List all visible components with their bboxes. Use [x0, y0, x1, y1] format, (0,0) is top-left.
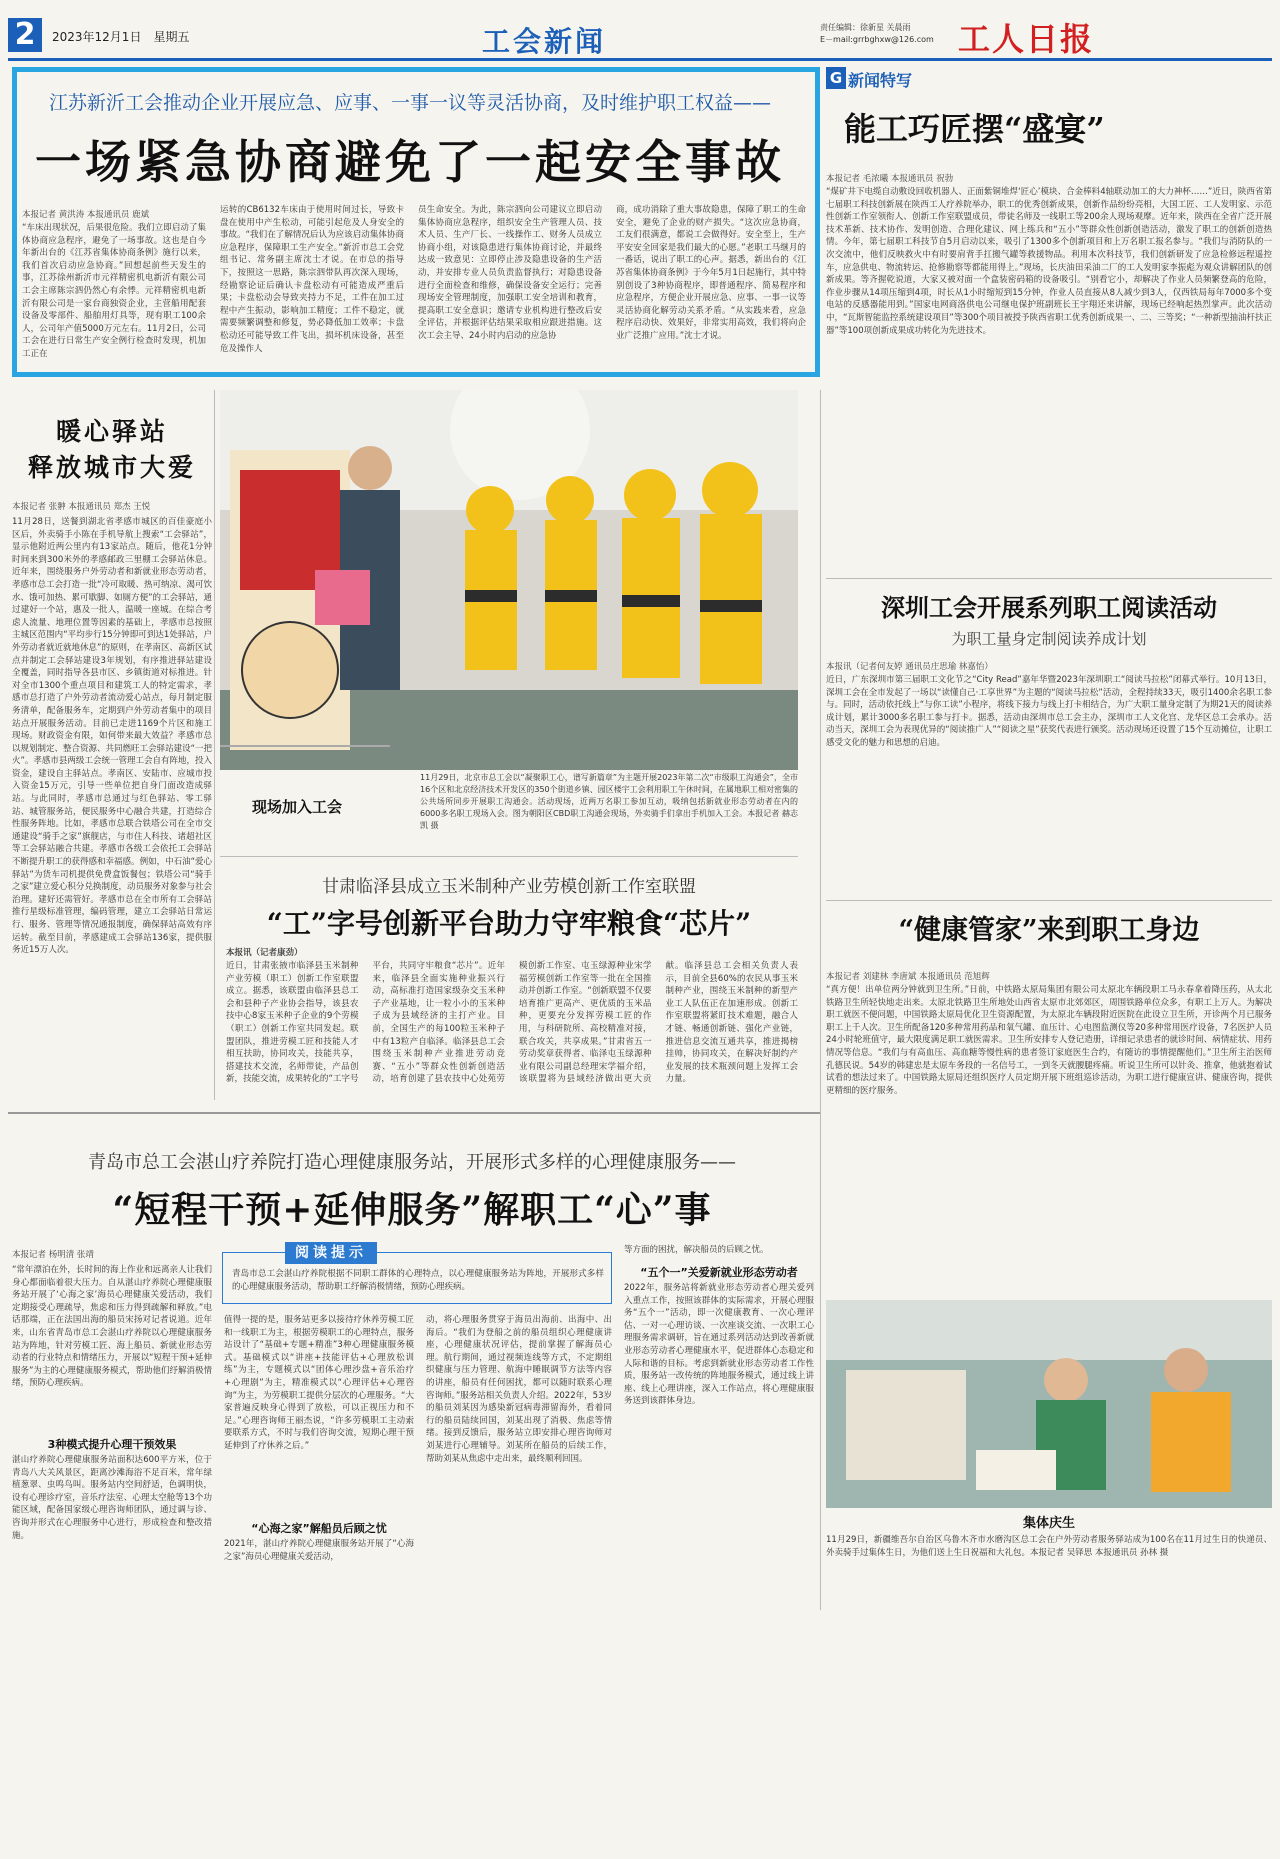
left-headline-line-2: 释放城市大爱 — [27, 453, 196, 482]
feature-tag-letter: G — [826, 67, 846, 89]
bottom-subhead-2: “心海之家”解船员后顾之忧 — [251, 1522, 387, 1535]
bottom-subhead-3: “五个一”关爱新就业形态劳动者 — [640, 1266, 798, 1279]
header-divider — [8, 58, 1272, 61]
bottom-col-1b: 湛山疗养院心理健康服务站面积达600平方米，位于青岛八大关风景区，距离沙滩海浴不足百米，常年绿植葱翠、虫鸣鸟叫。服务站内空间舒适，色调明快，设有心理诊疗室，音乐疗法室、心理太空舱等13个功能区域，配备国家级心理咨询师团队，通过调与诊、咨询并形式在心理服务中心进行，形成检查和整改措施。 — [12, 1455, 212, 1541]
bottom-byline: 本报记者 杨明清 张靖 — [12, 1250, 94, 1260]
middle-body: 近日，甘肃张掖市临泽县玉米制种产业劳模（职工）创新工作室联盟成立。据悉，该联盟由临泽县总工会和县种子产业协会指导，该县农技中心8家玉米种子企业的9个劳模（职工）创新工作室共同发起。联盟团队，推进劳模工匠和技能人才相互扶助，协同攻关，技能共享，搭建技术交流，名师带徒，产品创新，技能交流，成果转化的“工字号平台，共同守牢粮食“芯片”。近年来，临泽县全面实施种业振兴行动，高标准打造国家级杂交玉米种子产业基地，让一粒小小的玉米种子成为县域经济的主打产业。目前，全国生产的每100粒玉米种子中有13粒产自临泽。临泽县总工会围绕玉米制种产业推进劳动竞赛、“五小”等群众性创新创造活动，培育创建了县农技中心处苑劳模创新工作室、屯玉绿源种业宋学福劳模创新工作室等一批在全国推动并创新工作室。“创新联盟不仅要培育推广更高产、更优质的玉米品种，更要充分发挥劳模工匠的作用，与科研院所、高校精准对接，联合攻关，共享成果。”甘肃省五一劳动奖章获得者、临泽屯玉绿源种业有限公司副总经理宋学福介绍，该联盟将为县域经济做出更大贡献。临泽县总工会相关负责人表示，目前全县60%的农民从事玉米制种产业，围绕玉米制种的新型产业工人队伍正在加速形成。创新工作室联盟将紧盯技术难题，融合人才链、畅通创新链、强化产业链，推进信息交流互通共享，推进揭榜挂帅，协同攻关，在解决好制约产业发展的技术瓶颈问题上发挥工会力量。 — [226, 961, 798, 1085]
a3-body: “真方便！出单位两分钟就到卫生所。”日前，中铁路太原局集团有限公司太原北车辆段职工马永春拿着降压药，从太北铁路卫生所轻快地走出来。太原北铁路卫生所地处山西省太原市北郊郊区，周围铁路单位众多，有职工上万人。为解决职工就医不便问题，中国铁路太原局优化卫生资源配置，为太原北车辆段附近医院在此设立卫生所，开诊两个月已服务职工上千人次。卫生所配备120多种常用药品和氧气罐、血压计、心电图监测仪等20多种常用医疗设备，7名医护人员24小时轮班值守，最大限度满足职工就医需求。卫生所安排专人登记造册，详细记录患者的就诊时间、病情症状、用药情况等信息。“我们与有高血压、高血糖等慢性病的患者签订家庭医生合约，有随访的事情提醒他们。”卫生所主治医师孔德民说。54岁的韩建忠是太原车务段的一名信号工，一到冬天就腰腿疼痛。听说卫生所可以针灸、推拿，他就抱着试试看的想法过来了。中国铁路太原局还组织医疗人员定期开展下班组巡诊活动，为职工进行健康宣讲、健康咨询，提供更精细的医疗服务。 — [826, 985, 1272, 1096]
right-column-divider — [820, 390, 821, 1610]
photo-divider — [220, 856, 798, 857]
birthday-photo-caption: 11月29日，新疆维吾尔自治区乌鲁木齐市水磨沟区总工会在户外劳动者服务驿站成为100名在11月过生日的快递员、外卖骑手过集体生日，为他们送上生日祝福和大礼包。本报记者 吴铎思 本报通讯员 孙林 摄 — [826, 1535, 1272, 1558]
middle-kicker: 甘肃临泽县成立玉米制种产业劳模创新工作室联盟 — [322, 877, 696, 897]
main-photo — [220, 390, 798, 770]
a2-subheadline: 为职工量身定制阅读养成计划 — [951, 630, 1147, 648]
a2-byline: 本报讯（记者何友婷 通讯员庄思瑜 林嘉怡） — [826, 662, 993, 672]
top-story-col-3: 员生命安全。为此，陈宗泗向公司建议立即启动集体协商应急程序，组织安全生产管理人员、技术人员、生产厂长、一线操作工、财务人员成立协商小组，对该隐患进行集体协商讨论，并最终达成一致意见：立即停止涉及隐患设备的生产活动，并安排专业人员负责监督执行；对隐患设备进行全面检查和维修，确保设备安全运行；完善现场安全管理制度，加强职工安全培训和教育，提高职工安全意识；邀请专业机构进行整改后安全评估，并根据评估结果采取相应跟进措施。这次工会主导、24小时内启动的应急协 — [418, 205, 602, 341]
bottom-headline: “短程干预+延伸服务”解职工“心”事 — [112, 1189, 712, 1231]
bottom-kicker: 青岛市总工会湛山疗养院打造心理健康服务站，开展形式多样的心理健康服务—— — [88, 1152, 736, 1173]
a3-headline: “健康管家”来到职工身边 — [898, 915, 1200, 946]
birthday-photo — [826, 1300, 1272, 1508]
a2-body: 近日，广东深圳市第三届职工文化节之“City Read”嘉年华暨2023年深圳职工“阅读马拉松”闭幕式举行。10月13日，深圳工会在全市发起了一场以“读懂自己·工享世界”为主题的“阅读马拉松”活动，全程持续33天，吸引1400余名职工参与。同时，活动依托线上“与你工读”小程序，将线下接力与线上打卡相结合，为广大职工量身定制了为期21天的阅读养成计划，累计3000多名职工参与打卡。据悉，活动由深圳市总工会主办，深圳市工人文化宫、龙华区总工会承办。活动当天，深圳工会为表现优异的“阅读推广人”“阅读之星”获奖代表进行颁奖。活动现场还设置了15个互动摊位，让职工感受文化的魅力和思想的启迪。 — [826, 675, 1272, 748]
bottom-col-1: “常年漂泊在外，长时间的海上作业和远离亲人让我们身心都面临着很大压力。自从湛山疗养院心理健康服务站开展了‘心海之家’海员心理健康关爱活动，我们定期接受心理疏导，焦虑和压力得到疏解和释放。”电话那端，正在法国出海的船员宋扬对记者说道。近年来，山东省青岛市总工会湛山疗养院以心理健康服务站为阵地，针对劳模工匠、海上船员、新就业形态劳动者的行业特点和情绪压力，开展以“短程干预+延伸服务”为主的心理健康服务模式，帮助他们纾解消极情绪，预防心理疾病。 — [12, 1265, 212, 1389]
top-story-col-1: “车床出现状况，后果很危险。我们立即启动了集体协商应急程序，避免了一场事故。这也是自今年新出台的《江苏省集体协商条例》施行以来，我们首次启动应急协商。”回想起前些天发生的事，江苏徐州新沂市元祥精密机电新沂有限公司工会主席陈宗泗仍然心有余悸。元祥精密机电新沂有限公司是一家台商独资企业，主营船用配套设备及零部件、船舶用灯具等，现有职工100余人，公司年产值5000万元左右。11月2日，公司工会在进行日常生产安全例行检查时发现，机加工正在 — [22, 223, 206, 359]
left-body: 11月28日，送餐到湖北省孝感市城区的百佳豪庭小区后，外卖骑手小陈在手机导航上搜索“工会驿站”，显示他附近两公里内有13家站点。随后，他花1分钟时间来到300米外的孝感邮政三里棚工会驿站休息。近年来，围绕服务户外劳动者和新就业形态劳动者，孝感市总工会打造一批“冷可取暖、热可纳凉、渴可饮水、饿可加热、累可歇脚、如厕方便”的工会驿站，通过建好一个站，惠及一批人，温暖一座城。在综合考虑人流量、地理位置等因素的基础上，孝感市总按照主城区范围内“平均步行15分钟即可到达1处驿站，户外劳动者就近就地休息”的原则，在孝南区、高新区试点并制定工会驿站建设3年规划，有序推进驿站建设全覆盖，同时指导各县市区、乡镇街道对标推进。针对全市1300个重点项目和建筑工人的特定需求，孝感市总打造了户外劳动者流动爱心站点，每月制定服务清单，配备服务车，定期到户外劳动者集中的项目站点开展服务活动。目前已走进1169个片区和施工现场。财政资金有限，如何带来最大效益？孝感市总以规划制定、整合资源、共同燃旺工会驿站建设“一把火”。孝感市县两级工会统一管理工会自有阵地，投入资金，建设自主驿站点。孝南区、安陆市、应城市投入资金15万元，引导一些单位把自身门面改造成驿站。与此同时，孝感市总通过与红色驿站、零工驿站、城管服务站，便民服务中心融合共建，打造综合性服务阵地。比如，孝感市总联合铁塔公司在全市交通建设“骑手之家”旗舰店，与市住人科技、诸超社区等工会驿站融合共建。孝感市各级工会依托工会驿站不断提升职工的获得感和幸福感。例如，中石油“爱心驿站”为货车司机提供免费盒饭餐包；铁塔公司“骑手之家”建立爱心积分兑换制度，动员服务对象参与社会治理。建好还需管好。孝感市总在全市所有工会驿站推行星级标准管理，编码管理，建立工会驿站日常运行、服务、管理等情况通报制度，确保驿站高效有序运转。截至目前，孝感建成工会驿站136家，提供服务近15万人次。 — [12, 517, 212, 956]
page-number: 2 — [8, 18, 42, 52]
birthday-photo-illustration — [826, 1300, 1272, 1508]
birthday-photo-title: 集体庆生 — [1022, 1516, 1075, 1531]
left-column-divider — [214, 390, 215, 1100]
a1-body: “煤矿井下电缆自动敷设回收机器人、正面紫铜堆焊‘匠心’模块、合金棒料4轴联动加工的大力神杯……”近日，陕西省第七届职工科技创新展在陕西工人疗养院举办，职工的优秀创新成果，创新作品纷纷亮相，大国工匠、工人发明家、示范性创新工作室领衔人、创新工作室联盟成员，带徒名师及一线职工等200余人现场观摩。近年来，陕西在全省广泛开展技术革新、技术协作、发明创造、合理化建议、网上练兵和“五小”等群众性创新创造活动，激发了职工的创新创造热情。今年，第七届职工科技节自5月启动以来，吸引了1300多个创新项目和上万名职工报名参与。“我们与消防队的一次交流中，他们反映救火中有时要肩背手扛搬气罐等救援物品。利用本次科技节，我们创新研发了应急检修远程遥控车，应急供电、物流转运、抢修勘察等都能用得上。”现场，长庆油田采油二厂的工人发明家李振彪为观众讲解团队的创新成果。等齐握乾说道，大家又被对面一个盒装密码箱的设备吸引。“别看它小，却解决了作业人员频繁登高的危险，作业步骤从14项压缩到4项，时长从1小时缩短到15分钟，作业人员直接从8人减少到3人，仅西铁局每年7000多个变电站的反感器能用到。”国家电网商洛供电公司继电保护班副班长王宇翔还来讲解，现场已经响起热烈掌声。此次活动中，“瓦斯智能监控系统建设项目”等300个项目被授予陕西省职工优秀创新成果一、二、三等奖；“一种新型抽油杆扶正器”等100项创新成果成功转化为先进技术。 — [826, 187, 1272, 336]
a2-headline: 深圳工会开展系列职工阅读活动 — [881, 593, 1217, 622]
editor-credits — [820, 22, 934, 46]
issue-date: 2023年12月1日 星期五 — [52, 30, 190, 44]
main-photo-caption: 11月29日，北京市总工会以“凝聚职工心，谱写新篇章”为主题开展2023年第二次“市级职工沟通会”，全市16个区和北京经济技术开发区的350个街道乡镇、园区楼宇工会利用职工午休时间，在属地职工相对密集的公共场所同步开展职工沟通会。活动现场，近两万名职工参加互动，吸纳包括新就业形态劳动者在内的6000多名职工现场入会。图为朝阳区CBD职工沟通会现场，外卖骑手们拿出手机加入工会。本报记者 赫志凯 摄 — [420, 773, 798, 830]
a2-divider — [826, 900, 1272, 901]
bottom-col-2b: 2021年，湛山疗养院心理健康服务站开展了“心海之家”海员心理健康关爱活动， — [224, 1539, 414, 1562]
bottom-col-4b: 2022年，服务站将新就业形态劳动者心理关爱列入重点工作，按照该群体的实际需求，开展心理服务“五个一”活动，即一次健康教育、一次心理评估、一对一心理访谈、一次座谈交流、一次职工心理服务需求调研，旨在通过系列活动达到改善新就业形态劳动者心理健康水平，促进群体心态稳定和人际和谐的目标。考虑到新就业形态劳动者工作性质，服务站一改传统的阵地服务模式，通过线上讲座、线上心理讲座，深入工作站点，将心理健康服务送到该群体身边。 — [624, 1283, 814, 1407]
main-photo-illustration — [220, 390, 798, 770]
a3-byline: 本报记者 刘建林 李唐斌 本报通讯员 范旭辉 — [826, 972, 990, 982]
section-title: 工会新闻 — [482, 25, 607, 58]
reading-tip-text: 青岛市总工会湛山疗养院根据不同职工群体的心理特点，以心理健康服务站为阵地，开展形式多样的心理健康服务活动，帮助职工纾解消极情绪，预防心理疾病。 — [232, 1269, 604, 1292]
bottom-col-3: 动，将心理服务贯穿于海员出海前、出海中、出海后。“我们为登船之前的船员组织心理健康讲座，心理健康状况评估，提前掌握了解海员心理。航行期间，通过视频连线等方式，不定期组织健康与压力管理、航海中睡眠调节方法等内容的讲座，船员有任何困扰，都可以随时联系心理咨询师。”服务站相关负责人介绍。2022年，53岁的船员刘某因为感染新冠病毒滞留海外，看着同行的船员陆续回国，刘某出现了消极、焦虑等情绪。接到反馈后，服务站立即安排心理咨询师对刘某进行心理辅导。刘某所在船员的后续工作，帮助刘某从焦虑中走出来，最终顺利回国。 — [426, 1315, 612, 1464]
bottom-col-2: 值得一提的是，服务站更多以接待疗休养劳模工匠和一线职工为主，根据劳模职工的心理特点，服务站设计了“基础+专题+精准”3种心理健康服务模式。基础模式以“讲座+技能评估+心理放松训练”为主，专题模式以“团体心理沙盘+音乐治疗+心理剧”为主，精准模式以“心理评估+心理咨询”为主，为劳模职工提供分层次的心理服务。“大家普遍反映身心得到了放松，可以正视压力和不足。”心理咨询师王丽杰说，“许多劳模职工主动索要联系方式，不时与我们咨询交流，短期心理干预延伸到了疗休养之后。” — [224, 1315, 414, 1451]
a1-divider — [826, 578, 1272, 579]
bottom-section-divider — [8, 1112, 820, 1114]
editors-line: 责任编辑：徐新星 关晨雨 — [820, 23, 911, 32]
left-headline-line-1: 暖心驿站 — [55, 417, 168, 446]
top-story-kicker: 江苏新沂工会推动企业开展应急、应事、一事一议等灵活协商，及时维护职工权益—— — [48, 92, 771, 114]
left-byline: 本报记者 张翀 本报通讯员 郑杰 王悦 — [12, 502, 151, 512]
top-story-col-2: 运转的CB6132车床由于使用时间过长，导致卡盘在使用中产生松动，可能引起危及人身安全的事故。“我们在了解情况后认为应该启动集体协商应急程序，保障职工生产安全。”新沂市总工会党组书记、常务副主席沈士才说。在市总的指导下，按照这一思路，陈宗泗带队再次深入现场，经勘察论证后确认卡盘松动有可能造成严重后果；卡盘松动会导致夹持力不足，工件在加工过程中产生振动，影响加工精度；工件不稳定，就需要频繁调整和修复，势必降低加工效率；卡盘松动还可能导致工件飞出，损坏机床设备，甚至危及操作人 — [220, 205, 404, 354]
a1-byline: 本报记者 毛浓曦 本报通讯员 祝勃 — [826, 174, 954, 184]
a1-headline: 能工巧匠摆“盛宴” — [844, 110, 1105, 148]
middle-headline: “工”字号创新平台助力守牢粮食“芯片” — [266, 907, 752, 940]
newspaper-logo: 工人日报 — [958, 20, 1095, 58]
top-story-col-4: 商，成功消除了重大事故隐患，保障了职工的生命安全，避免了企业的财产损失。“这次应急协商，工友们很满意，都说工会做得好。安全至上，生产平安安全回家是我们最大的心愿。”老职工马继月的一番话，说出了职工的心声。据悉，新出台的《江苏省集体协商条例》于今年5月1日起施行，其中特别创设了3种协商程序，即普通程序、简易程序和应急程序，方便企业开展应急、应事、一事一议等灵活协商化解劳动关系矛盾。“从实践来看，应急程序启动快、效果好，非常实用高效，我们将向企业广泛推广应用。”沈士才说。 — [616, 205, 806, 341]
bottom-subhead-1: 3种模式提升心理干预效果 — [47, 1438, 177, 1451]
top-story-headline: 一场紧急协商避免了一起安全事故 — [35, 135, 785, 189]
top-story-byline: 本报记者 黄洪涛 本报通讯员 鹿斌 — [22, 210, 150, 220]
email-line: E－mail:grrbghxw@126.com — [820, 35, 934, 44]
middle-byline: 本报讯（记者康劲） — [226, 948, 303, 958]
bottom-col-4: 等方面的困扰，解决船员的后顾之忧。 — [624, 1245, 769, 1255]
photo-banner-text: 现场加入工会 — [252, 798, 343, 816]
reading-tip-tag: 阅读提示 — [285, 1242, 377, 1264]
feature-tag-label: 新闻特写 — [848, 71, 913, 90]
